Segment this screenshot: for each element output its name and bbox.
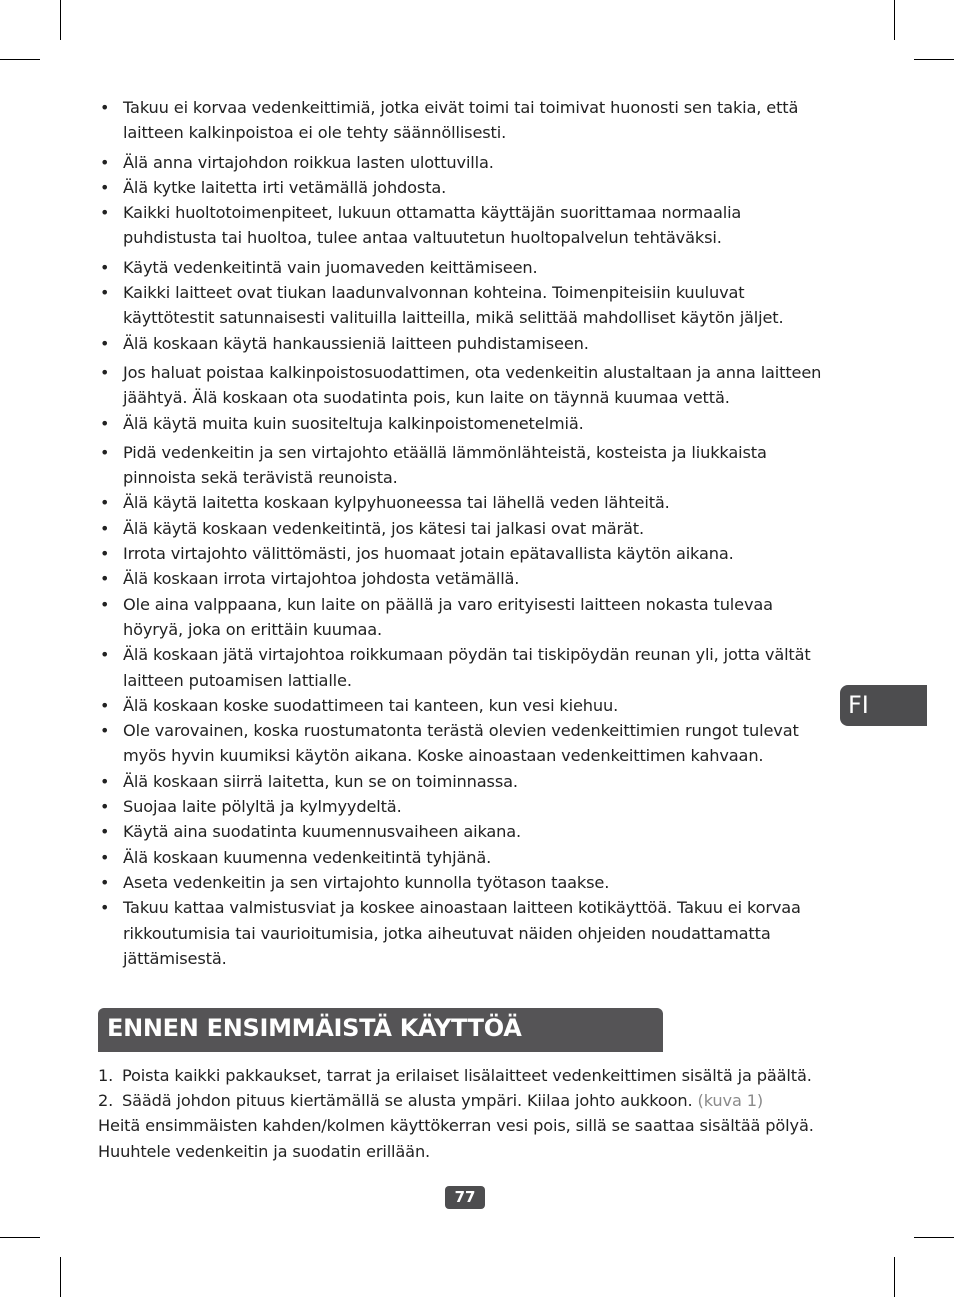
bullet-item: • Älä käytä koskaan vedenkeitintä, jos kätesi tai jalkasi ovat märät. [100, 516, 835, 541]
section-heading: ENNEN ENSIMMÄISTÄ KÄYTTÖÄ [98, 1008, 663, 1052]
step-number: 2. [98, 1091, 114, 1110]
safety-bullet-list [100, 95, 835, 971]
crop-mark [0, 59, 40, 60]
language-tab: FI [840, 685, 927, 726]
bullet-item: • Ole aina valppaana, kun laite on päällä ja varo erityisesti laitteen nokasta tulevaa höyryä, joka on erittäin kuumaa. [100, 592, 835, 643]
bullet-item: • Käytä aina suodatinta kuumennusvaiheen aikana. [100, 819, 835, 844]
bullet-item: • Irrota virtajohto välittömästi, jos huomaat jotain epätavallista käytön aikana. [100, 541, 835, 566]
step-item [98, 1063, 838, 1088]
step-text: Poista kaikki pakkaukset, tarrat ja erilaiset lisälaitteet vedenkeittimen sisältä ja päältä. [122, 1066, 812, 1085]
bullet-item: • Kaikki huoltotoimenpiteet, lukuun ottamatta käyttäjän suorittamaa normaalia puhdistusta tai huoltoa, tulee antaa valtuutetun huoltopalvelun tehtäväksi. [100, 200, 835, 251]
crop-mark [894, 0, 895, 40]
bullet-item: • Älä koskaan jätä virtajohtoa roikkumaan pöydän tai tiskipöydän reunan yli, jotta vältät laitteen putoamisen lattialle. [100, 642, 835, 693]
bullet-item: • Takuu ei korvaa vedenkeittimiä, jotka eivät toimi tai toimivat huonosti sen takia, että laitteen kalkinpoistoa ei ole tehty säännöllisesti. [100, 95, 835, 146]
bullet-item: • Älä koskaan käytä hankaussieniä laitteen puhdistamiseen. [100, 331, 835, 356]
step-number: 1. [98, 1066, 114, 1085]
bullet-item: • Suojaa laite pölyltä ja kylmyydeltä. [100, 794, 835, 819]
bullet-item: • Älä koskaan koske suodattimeen tai kanteen, kun vesi kiehuu. [100, 693, 835, 718]
bullet-item: • Käytä vedenkeitintä vain juomaveden keittämiseen. [100, 255, 835, 280]
bullet-item: • Älä koskaan siirrä laitetta, kun se on toiminnassa. [100, 769, 835, 794]
bullet-item: • Älä käytä muita kuin suositeltuja kalkinpoistomenetelmiä. [100, 411, 835, 436]
bullet-item: • Älä käytä laitetta koskaan kylpyhuoneessa tai lähellä veden lähteitä. [100, 490, 835, 515]
bullet-item: • Älä anna virtajohdon roikkua lasten ulottuvilla. [100, 150, 835, 175]
crop-mark [60, 1257, 61, 1297]
figure-reference: (kuva 1) [697, 1091, 764, 1110]
bullet-item: • Pidä vedenkeitin ja sen virtajohto etäällä lämmönlähteistä, kosteista ja liukkaista pinnoista sekä terävistä reunoista. [100, 440, 835, 491]
bullet-item: • Kaikki laitteet ovat tiukan laadunvalvonnan kohteina. Toimenpiteisiin kuuluvat käyttötestit satunnaisesti valituilla laitteilla, mikä selittää mahdolliset käytön jäljet. [100, 280, 835, 331]
bullet-item: • Älä kytke laitetta irti vetämällä johdosta. [100, 175, 835, 200]
bullet-item: • Takuu kattaa valmistusviat ja koskee ainoastaan laitteen kotikäyttöä. Takuu ei korvaa rikkoutumisia tai vaurioitumisia, jotka aiheutuvat näiden ohjeiden noudattamatta jättämisestä. [100, 895, 835, 971]
step-text: Säädä johdon pituus kiertämällä se alusta ympäri. Kiilaa johto aukkoon. [122, 1091, 693, 1110]
page-number: 77 [445, 1186, 485, 1209]
bullet-item: • Jos haluat poistaa kalkinpoistosuodattimen, ota vedenkeitin alustaltaan ja anna laitteen jäähtyä. Älä koskaan ota suodatinta pois, kun laite on täynnä kuumaa vettä. [100, 360, 835, 411]
bullet-item: • Älä koskaan kuumenna vedenkeitintä tyhjänä. [100, 845, 835, 870]
step-item [98, 1088, 838, 1113]
bullet-item: • Aseta vedenkeitin ja sen virtajohto kunnolla työtason taakse. [100, 870, 835, 895]
crop-mark [914, 59, 954, 60]
bullet-item: • Älä koskaan irrota virtajohtoa johdosta vetämällä. [100, 566, 835, 591]
instruction-paragraph: Heitä ensimmäisten kahden/kolmen käyttökerran vesi pois, sillä se saattaa sisältää pölyä. Huuhtele vedenkeitin ja suodatin erillään. [98, 1116, 814, 1161]
crop-mark [894, 1257, 895, 1297]
steps-list [98, 1063, 838, 1113]
bullet-item: • Ole varovainen, koska ruostumatonta terästä olevien vedenkeittimien rungot tulevat myös hyvin kuumiksi käytön aikana. Koske ainoastaan vedenkeittimen kahvaan. [100, 718, 835, 769]
crop-mark [0, 1237, 40, 1238]
crop-mark [60, 0, 61, 40]
crop-mark [914, 1237, 954, 1238]
